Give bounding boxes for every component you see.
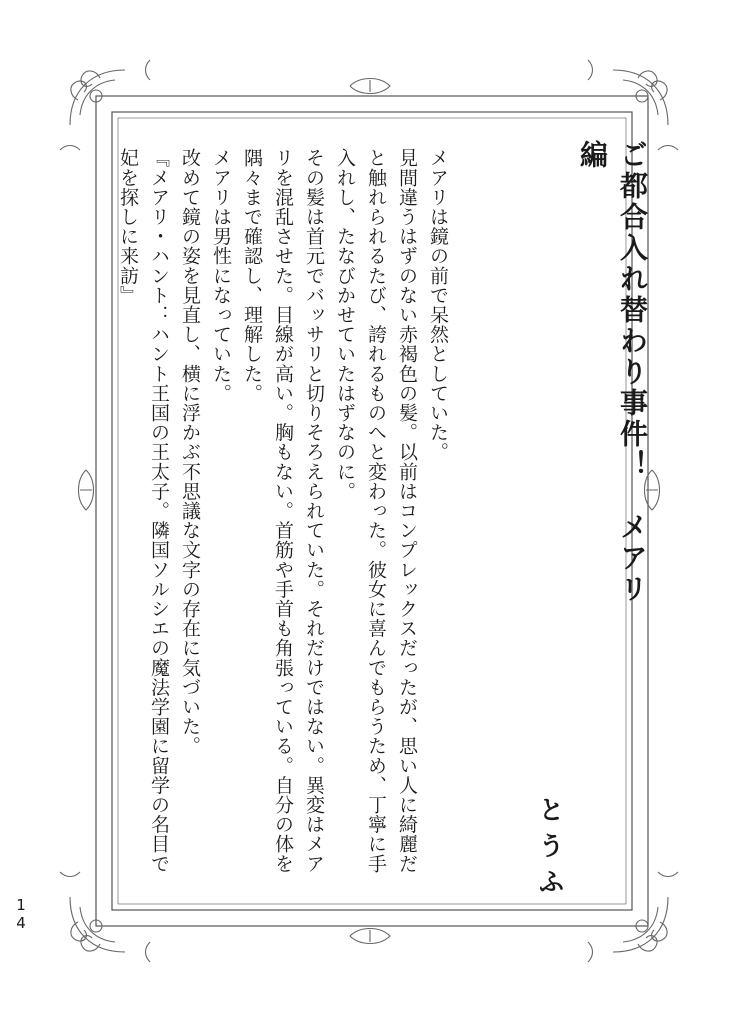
paragraph: メアリは鏡の前で呆然としていた。 (427, 148, 449, 462)
paragraph: 改めて鏡の姿を見直し、横に浮かぶ不思議な文字の存在に気づいた。 (179, 148, 201, 756)
paragraph: メアリは男性になっていた。 (210, 148, 232, 403)
story-title: ご都合入れ替わり事件！ メアリ編 (576, 140, 649, 605)
story-body (117, 148, 453, 878)
author-name: とうふ (534, 796, 564, 904)
paragraph: その髪は首元でバッサリと切りそろえられていた。それだけではない。異変はメアリを混乱させた。目線が高い。胸もない。首筋や手首も角張っている。自分の体を隅々まで確認し、理解した。 (241, 148, 325, 874)
paragraph: 見間違うはずのない赤褐色の髪。以前はコンプレックスだったが、思い人に綺麗だと触れられるたび、誇れるものへと変わった。彼女に喜んでもらうため、丁寧に手入れし、たなびかせていたはずなのに。 (334, 148, 418, 874)
page-number: 14 (16, 896, 26, 932)
paragraph: 『メアリ・ハント：ハント王国の王太子。隣国ソルシエの魔法学園に留学の名目で妃を探しに来訪』 (117, 148, 170, 874)
